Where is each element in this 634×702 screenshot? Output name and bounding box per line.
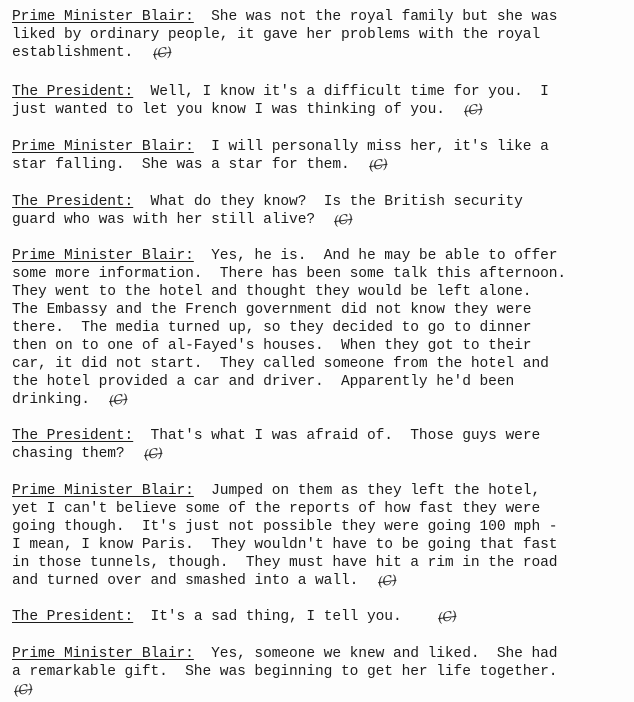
speaker-label: Prime Minister Blair: [12,248,194,264]
paragraph-line: It's a sad thing, I tell you. [133,609,402,625]
classification-mark: (C) [437,608,458,627]
paragraph-line: liked by ordinary people, it gave her problems with the royal [12,27,541,43]
classification-mark: (C) [151,44,173,63]
paragraph-4 [12,193,628,229]
paragraph-line: car, it did not start. They called someone from the hotel and [12,356,549,372]
paragraph-line: and turned over and smashed into a wall. [12,573,359,589]
paragraph-2 [12,83,628,119]
paragraph-line: Jumped on them as they left the hotel, [193,483,541,499]
speaker-label: Prime Minister Blair: [12,139,194,155]
speaker-label: Prime Minister Blair: [12,483,194,499]
speaker-label: The President: [12,609,134,625]
paragraph-line: star falling. She was a star for them. [12,157,350,173]
paragraph-line: That's what I was afraid of. Those guys were [133,428,541,444]
classification-mark: (C) [108,391,129,410]
paragraph-line: Yes, someone we knew and liked. She had [193,646,558,662]
paragraph-line: They went to the hotel and thought they would be left alone. [12,284,532,300]
paragraph-line: yet I can't believe some of the reports of how fast they were [12,501,541,517]
speaker-label: The President: [12,84,134,100]
paragraph-line: The Embassy and the French government did not know they were [12,302,532,318]
classification-mark: (C) [463,101,484,120]
paragraph-7 [12,482,628,590]
paragraph-line: establishment. [12,45,134,61]
paragraph-line: some more information. There has been some talk this afternoon. [12,266,567,282]
paragraph-line: guard who was with her still alive? [12,212,316,228]
paragraph-line: I mean, I know Paris. They wouldn't have to be going that fast [12,537,558,553]
paragraph-line: Yes, he is. And he may be able to offer [193,248,558,264]
paragraph-line: a remarkable gift. She was beginning to get her life together. [12,664,558,680]
classification-mark: (C) [376,572,398,591]
classification-mark: (C) [333,211,354,230]
speaker-label: The President: [12,428,134,444]
paragraph-5 [12,247,628,409]
paragraph-line: there. The media turned up, so they decided to go to dinner [12,320,532,336]
speaker-label: The President: [12,194,134,210]
paragraph-1 [12,8,628,62]
paragraph-6 [12,427,628,463]
paragraph-line: in those tunnels, though. They must have hit a rim in the road [12,555,558,571]
speaker-label: Prime Minister Blair: [12,646,194,662]
paragraph-8 [12,608,628,626]
paragraph-line: then on to one of al-Fayed's houses. When they got to their [12,338,532,354]
paragraph-line: just wanted to let you know I was thinking of you. [12,102,445,118]
paragraph-line: I will personally miss her, it's like a [193,139,549,155]
paragraph-line: drinking. [12,392,90,408]
paragraph-line: What do they know? Is the British security [133,194,523,210]
paragraph-line: chasing them? [12,446,125,462]
classification-mark: (C) [142,445,164,464]
paragraph-9 [12,645,628,699]
paragraph-line: Well, I know it's a difficult time for you. I [133,84,549,100]
speaker-label: Prime Minister Blair: [12,9,194,25]
paragraph-3 [12,138,628,174]
paragraph-line: She was not the royal family but she was [193,9,558,25]
paragraph-line: the hotel provided a car and driver. Apparently he'd been [12,374,515,390]
paragraph-line: going though. It's just not possible they were going 100 mph - [12,519,558,535]
classification-mark: (C) [367,156,389,175]
classification-mark: (C) [12,681,34,700]
